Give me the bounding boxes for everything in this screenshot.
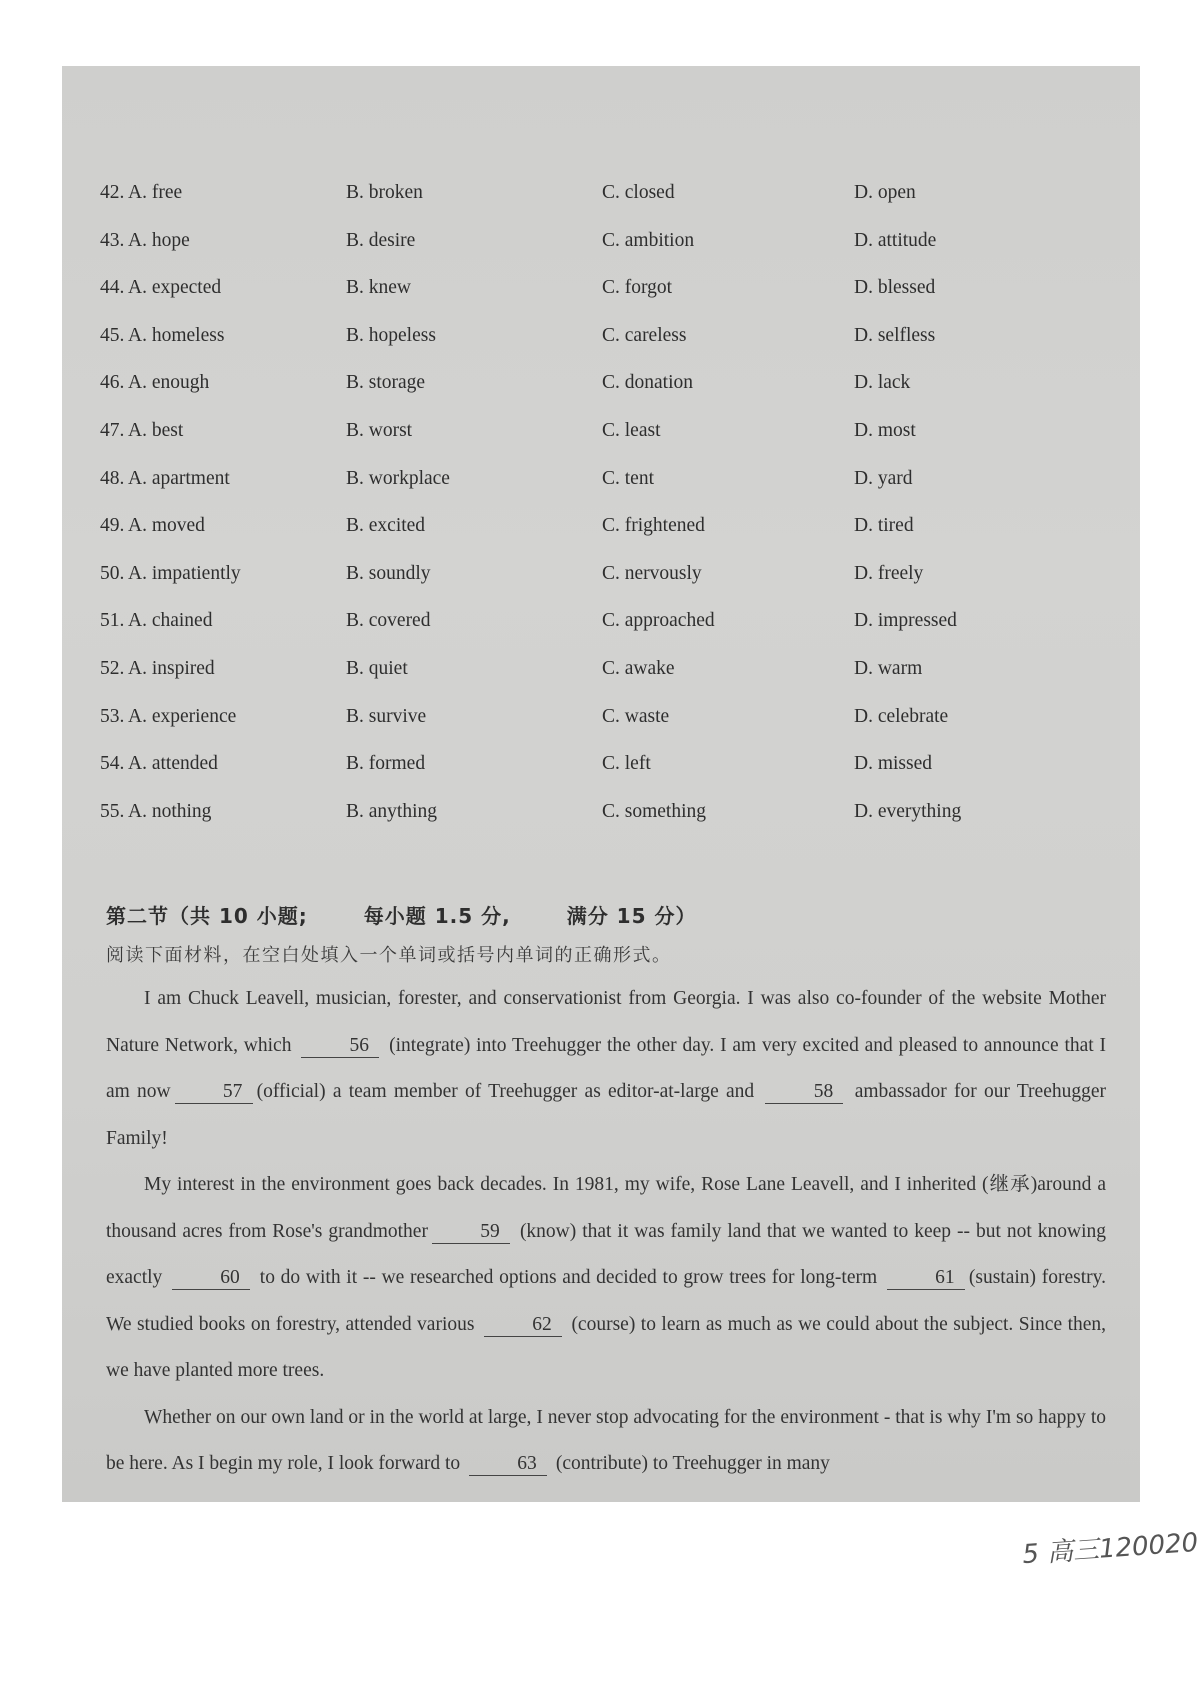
option-c: C. left [602,753,651,775]
question-number: 52. [100,657,125,679]
option-d: D. attitude [854,229,937,251]
passage-text: (know) that it was family land that we wanted to keep -- but not knowing exactly [106,1220,1106,1288]
question-number: 55. [100,800,125,822]
option-b: B. quiet [346,657,408,679]
reading-passage [106,976,1106,1488]
option-a: A. nothing [128,800,212,822]
passage-text: Whether on our own land or in the world at large, I never stop advocating for the environment - that is why I'm so happy to be here. As I begin my role, I look forward to [106,1406,1106,1474]
blank-60: 60 [172,1267,250,1290]
question-number: 49. [100,515,125,537]
blank-63: 63 [469,1453,547,1476]
option-d: D. missed [854,753,932,775]
passage-text: (integrate) into Treehugger the other day. I am very excited and pleased to announce that I am now [106,1034,1106,1102]
option-c: C. forgot [602,277,673,299]
option-b: B. worst [346,419,413,441]
option-d: D. celebrate [854,705,949,727]
option-c: C. waste [602,705,670,727]
option-b: B. covered [346,610,431,632]
blank-62: 62 [484,1314,562,1337]
question-number: 51. [100,610,125,632]
option-b: B. storage [346,372,426,394]
handwritten-page-note: 5 高三120020 [1021,1527,1200,1571]
blank-61: 61 [887,1267,965,1290]
option-d: D. open [854,182,916,203]
blank-58: 58 [765,1081,843,1104]
option-row-49 [62,507,1140,555]
option-a: A. moved [128,515,205,537]
blank-57: 57 [175,1081,253,1104]
option-row-52 [62,650,1140,698]
option-b: B. soundly [346,562,431,584]
passage-paragraph-3 [106,1395,1106,1488]
option-d: D. impressed [854,610,957,632]
options-list [62,174,1140,840]
option-b: B. workplace [346,467,450,489]
option-c: C. tent [602,467,654,489]
passage-paragraph-2 [106,1162,1106,1395]
option-b: B. desire [346,229,416,251]
question-number: 42. [100,182,125,203]
option-d: D. lack [854,372,911,394]
option-a: A. impatiently [128,562,241,584]
option-c: C. careless [602,324,687,346]
question-number: 47. [100,419,125,441]
passage-text: ambassador for our Treehugger Family! [106,1081,1107,1149]
option-c: C. frightened [602,515,705,537]
option-c: C. approached [602,610,715,632]
option-c: C. nervously [602,562,702,584]
option-a: A. inspired [128,657,215,679]
option-a: A. best [128,419,184,441]
option-c: C. least [602,419,661,441]
option-d: D. freely [854,562,924,584]
option-d: D. yard [854,467,913,489]
option-a: A. chained [128,610,213,632]
option-b: B. hopeless [346,324,436,346]
option-d: D. blessed [854,277,936,299]
section-instruction: 阅读下面材料，在空白处填入一个单词或括号内单词的正确形式。 [106,945,672,966]
option-row-45 [62,317,1140,365]
blank-59: 59 [432,1221,510,1244]
passage-text: (official) a team member of Treehugger as editor-at-large and [256,1081,755,1102]
exam-page [62,66,1200,1571]
question-number: 48. [100,467,125,489]
question-number: 43. [100,229,125,251]
option-a: A. apartment [128,467,230,489]
question-number: 53. [100,705,125,727]
passage-text: (contribute) to Treehugger in many [555,1453,830,1474]
option-a: A. attended [128,753,218,775]
question-number: 50. [100,562,125,584]
section-title: 第二节（共 10 小题; [106,904,308,928]
option-a: A. experience [128,705,237,727]
option-d: D. warm [854,657,923,679]
option-a: A. expected [128,277,222,299]
question-number: 54. [100,753,125,775]
option-a: A. hope [128,229,190,251]
option-c: C. awake [602,657,675,679]
option-c: C. ambition [602,229,695,251]
option-a: A. homeless [128,324,225,346]
option-row-54 [62,745,1140,793]
question-number: 44. [100,277,125,299]
option-b: B. excited [346,515,426,537]
passage-text: My interest in the environment goes back decades. In 1981, my wife, Rose Lane Leavell, and I inherited (继承)around a thousand acres from Rose's grandmother [106,1174,1106,1242]
option-c: C. closed [602,182,675,203]
option-d: D. most [854,419,916,441]
option-a: A. enough [128,372,210,394]
option-d: D. everything [854,800,962,822]
option-d: D. tired [854,515,914,537]
option-c: C. donation [602,372,693,394]
option-row-55 [62,793,1140,841]
blank-56: 56 [301,1035,379,1058]
option-d: D. selfless [854,324,936,346]
passage-text: I am Chuck Leavell, musician, forester, and conservationist from Georgia. I was also co-founder of the website Mother Nature Network, which [106,988,1106,1056]
option-b: B. anything [346,800,437,822]
section-total-score: 满分 15 分） [566,904,697,928]
option-row-46 [62,364,1140,412]
option-row-43 [62,222,1140,270]
option-b: B. survive [346,705,427,727]
option-b: B. knew [346,277,411,299]
passage-text: (course) to learn as much as we could about the subject. Since then, we have planted more trees. [106,1313,1107,1381]
option-row-51 [62,602,1140,650]
section-per-item-score: 每小题 1.5 分, [363,904,511,928]
passage-paragraph-1 [106,976,1106,1162]
question-number: 45. [100,324,125,346]
option-row-48 [62,460,1140,508]
question-number: 46. [100,372,125,394]
section-heading [106,900,752,929]
option-row-44 [62,269,1140,317]
option-a: A. free [128,182,183,203]
option-row-53 [62,698,1140,746]
passage-text: to do with it -- we researched options and decided to grow trees for long-term [259,1267,878,1288]
passage-text: (sustain) forestry. We studied books on forestry, attended various [106,1267,1107,1335]
option-c: C. something [602,800,707,822]
option-b: B. formed [346,753,426,775]
option-row-47 [62,412,1140,460]
option-row-42 [62,174,1140,222]
option-row-50 [62,555,1140,603]
option-b: B. broken [346,182,423,203]
